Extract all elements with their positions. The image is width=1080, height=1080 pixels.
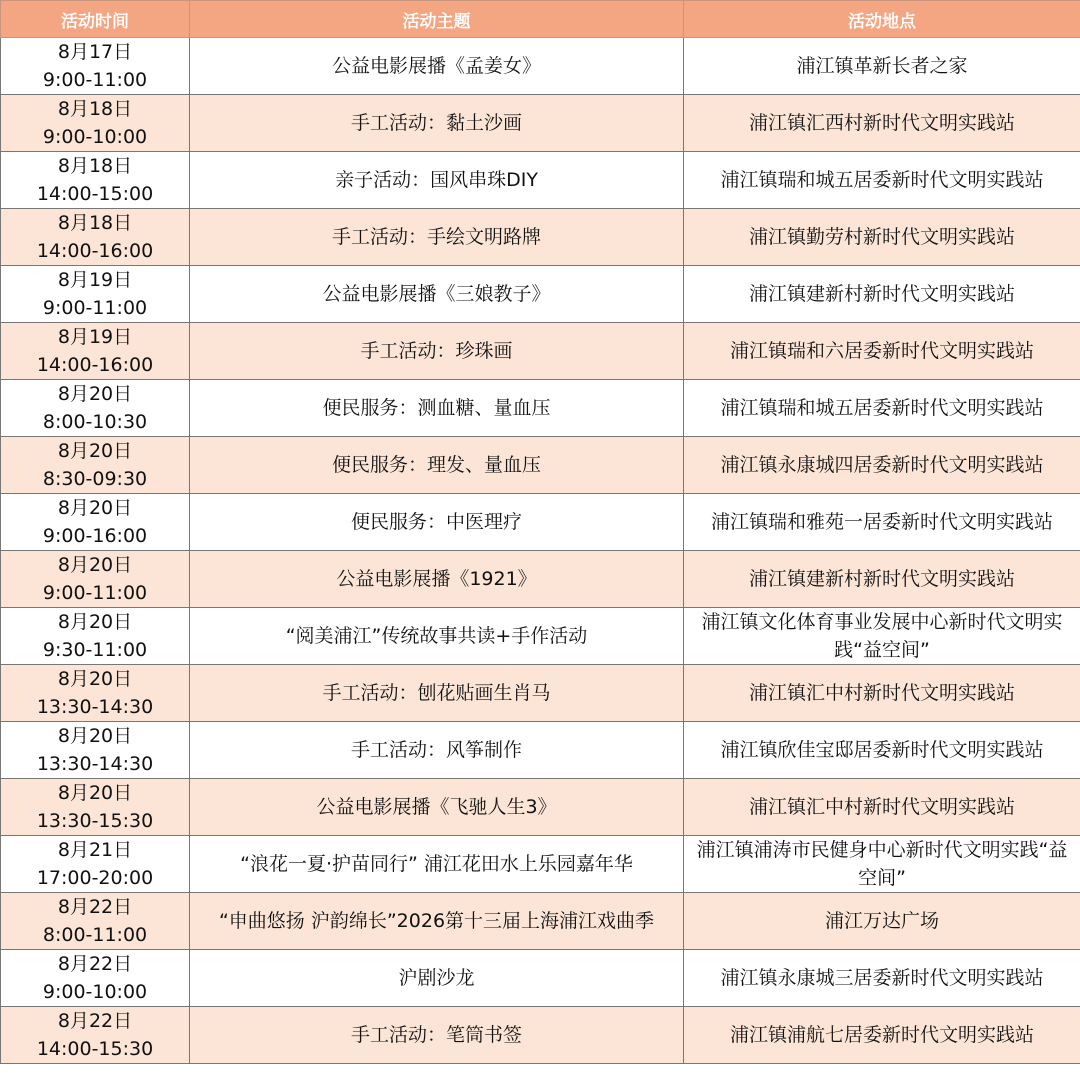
table-row (1, 950, 1080, 1007)
activity-date: 8月20日 (57, 440, 133, 462)
header-theme: 活动主题 (190, 1, 684, 38)
cell-theme: “申曲悠扬 沪韵绵长”2026第十三届上海浦江戏曲季 (190, 893, 684, 950)
cell-theme: 便民服务：测血糖、量血压 (190, 380, 684, 437)
activity-time: 9:00-10:00 (42, 126, 148, 148)
table-row (1, 551, 1080, 608)
cell-time (1, 380, 190, 437)
table-row (1, 836, 1080, 893)
activity-date: 8月20日 (57, 554, 133, 576)
activity-time: 9:00-11:00 (42, 69, 148, 91)
activity-time: 13:30-14:30 (36, 753, 154, 775)
cell-place: 浦江镇建新村新时代文明实践站 (684, 551, 1080, 608)
header-place: 活动地点 (684, 1, 1080, 38)
activity-time: 13:30-14:30 (36, 696, 154, 718)
activity-date: 8月18日 (57, 212, 133, 234)
cell-theme: 便民服务：理发、量血压 (190, 437, 684, 494)
cell-time (1, 95, 190, 152)
cell-time (1, 551, 190, 608)
activity-date: 8月22日 (57, 953, 133, 975)
cell-theme: 公益电影展播《三娘教子》 (190, 266, 684, 323)
cell-place: 浦江镇革新长者之家 (684, 38, 1080, 95)
cell-time (1, 893, 190, 950)
table-row (1, 608, 1080, 665)
cell-theme: 手工活动：珍珠画 (190, 323, 684, 380)
cell-theme: 亲子活动：国风串珠DIY (190, 152, 684, 209)
cell-theme: 手工活动：风筝制作 (190, 722, 684, 779)
cell-time (1, 722, 190, 779)
table-row (1, 722, 1080, 779)
header-row (1, 1, 1080, 38)
cell-theme: 手工活动：刨花贴画生肖马 (190, 665, 684, 722)
cell-time (1, 1007, 190, 1064)
activity-date: 8月22日 (57, 1010, 133, 1032)
cell-time (1, 494, 190, 551)
activity-time: 9:00-11:00 (42, 297, 148, 319)
cell-place: 浦江镇汇中村新时代文明实践站 (684, 665, 1080, 722)
activity-time: 17:00-20:00 (36, 867, 154, 889)
cell-theme: 手工活动：黏土沙画 (190, 95, 684, 152)
cell-place: 浦江万达广场 (684, 893, 1080, 950)
cell-theme: “阅美浦江”传统故事共读+手作活动 (190, 608, 684, 665)
cell-place: 浦江镇瑞和六居委新时代文明实践站 (684, 323, 1080, 380)
activity-time: 8:00-10:30 (42, 411, 148, 433)
cell-theme: 手工活动：手绘文明路牌 (190, 209, 684, 266)
cell-place: 浦江镇汇中村新时代文明实践站 (684, 779, 1080, 836)
table-row (1, 38, 1080, 95)
activity-date: 8月17日 (57, 41, 133, 63)
activity-time: 13:30-15:30 (36, 810, 154, 832)
cell-time (1, 152, 190, 209)
activity-time: 8:30-09:30 (42, 468, 148, 490)
cell-place: 浦江镇欣佳宝邸居委新时代文明实践站 (684, 722, 1080, 779)
cell-time (1, 950, 190, 1007)
cell-time (1, 209, 190, 266)
activity-date: 8月19日 (57, 326, 133, 348)
table-row (1, 209, 1080, 266)
cell-place: 浦江镇汇西村新时代文明实践站 (684, 95, 1080, 152)
activity-date: 8月20日 (57, 668, 133, 690)
cell-theme: 手工活动：笔筒书签 (190, 1007, 684, 1064)
cell-place: 浦江镇永康城四居委新时代文明实践站 (684, 437, 1080, 494)
cell-time (1, 323, 190, 380)
cell-time (1, 779, 190, 836)
activity-time: 14:00-15:00 (36, 183, 154, 205)
activity-date: 8月18日 (57, 98, 133, 120)
activity-date: 8月22日 (57, 896, 133, 918)
activity-date: 8月20日 (57, 611, 133, 633)
activity-date: 8月20日 (57, 383, 133, 405)
cell-time (1, 38, 190, 95)
cell-theme: 沪剧沙龙 (190, 950, 684, 1007)
activity-time: 14:00-15:30 (36, 1038, 154, 1060)
cell-place: 浦江镇瑞和城五居委新时代文明实践站 (684, 152, 1080, 209)
activity-date: 8月20日 (57, 782, 133, 804)
activity-date: 8月20日 (57, 497, 133, 519)
table-row (1, 266, 1080, 323)
cell-place: 浦江镇勤劳村新时代文明实践站 (684, 209, 1080, 266)
activity-time: 9:30-11:00 (42, 639, 148, 661)
table-row (1, 893, 1080, 950)
activity-date: 8月19日 (57, 269, 133, 291)
table-row (1, 95, 1080, 152)
cell-place: 浦江镇瑞和城五居委新时代文明实践站 (684, 380, 1080, 437)
activity-date: 8月18日 (57, 155, 133, 177)
table-row (1, 779, 1080, 836)
header-time: 活动时间 (1, 1, 190, 38)
table-row (1, 437, 1080, 494)
cell-place: 浦江镇永康城三居委新时代文明实践站 (684, 950, 1080, 1007)
cell-time (1, 836, 190, 893)
cell-place: 浦江镇文化体育事业发展中心新时代文明实践“益空间” (684, 608, 1080, 665)
cell-theme: “浪花一夏·护苗同行” 浦江花田水上乐园嘉年华 (190, 836, 684, 893)
table-row (1, 665, 1080, 722)
table-row (1, 380, 1080, 437)
table-row (1, 1007, 1080, 1064)
table-row (1, 323, 1080, 380)
cell-time (1, 608, 190, 665)
activity-time: 14:00-16:00 (36, 354, 154, 376)
cell-theme: 公益电影展播《1921》 (190, 551, 684, 608)
activity-time: 9:00-11:00 (42, 582, 148, 604)
cell-place: 浦江镇浦航七居委新时代文明实践站 (684, 1007, 1080, 1064)
cell-time (1, 665, 190, 722)
cell-place: 浦江镇浦涛市民健身中心新时代文明实践“益空间” (684, 836, 1080, 893)
cell-time (1, 266, 190, 323)
cell-time (1, 437, 190, 494)
activity-time: 14:00-16:00 (36, 240, 154, 262)
cell-theme: 公益电影展播《飞驰人生3》 (190, 779, 684, 836)
table-row (1, 494, 1080, 551)
cell-theme: 公益电影展播《孟姜女》 (190, 38, 684, 95)
cell-theme: 便民服务：中医理疗 (190, 494, 684, 551)
activity-time: 8:00-11:00 (42, 924, 148, 946)
activity-date: 8月21日 (57, 839, 133, 861)
activity-date: 8月20日 (57, 725, 133, 747)
activity-time: 9:00-10:00 (42, 981, 148, 1003)
cell-place: 浦江镇建新村新时代文明实践站 (684, 266, 1080, 323)
cell-place: 浦江镇瑞和雅苑一居委新时代文明实践站 (684, 494, 1080, 551)
table-row (1, 152, 1080, 209)
activity-time: 9:00-16:00 (42, 525, 148, 547)
